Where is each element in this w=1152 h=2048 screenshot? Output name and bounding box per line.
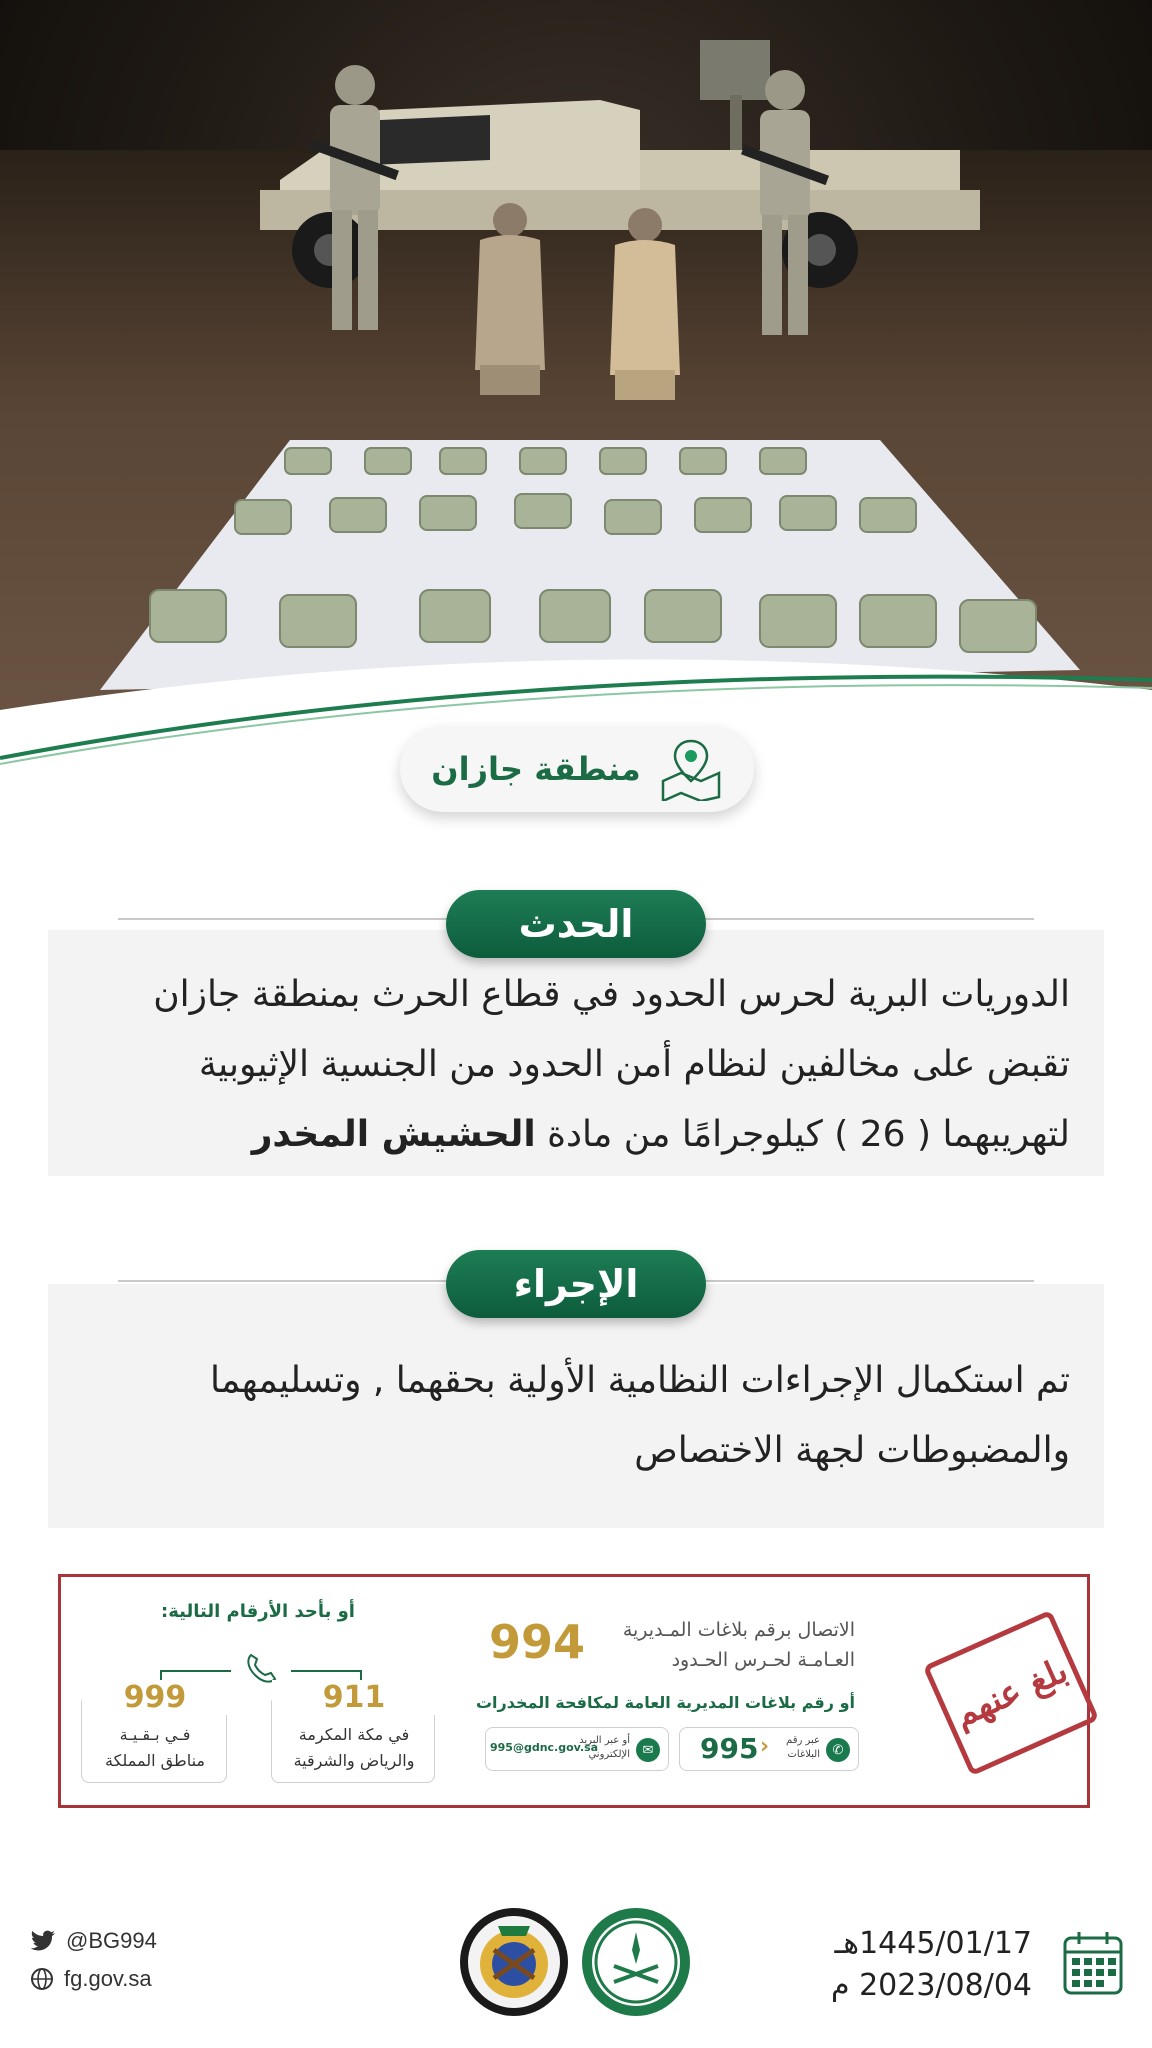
via-number-label: عبر رقم البلاغات <box>786 1735 820 1760</box>
number-999: 999 <box>82 1680 228 1715</box>
detainee-1 <box>460 200 560 400</box>
action-line-2: والمضبوطات لجهة الاختصاص <box>634 1430 1070 1471</box>
event-line-3-prefix: لتهريبهما ( 26 ) كيلوجرامًا من مادة <box>547 1114 1070 1155</box>
number-911: 911 <box>272 1680 436 1715</box>
interior-ministry-emblem <box>580 1906 692 2018</box>
number-999-box[interactable] <box>81 1680 227 1783</box>
action-text <box>70 1346 1070 1486</box>
hero-photo <box>0 0 1152 740</box>
label-911-line-2: والرياض والشرقية <box>293 1751 415 1770</box>
call-line-2: العـامـة لحـرس الحـدود <box>671 1649 855 1671</box>
report-contact-box <box>58 1574 1090 1808</box>
email-box[interactable] <box>485 1727 669 1771</box>
event-text <box>70 960 1070 1170</box>
label-999-line-2: مناطق المملكة <box>105 1751 205 1770</box>
mail-icon: ✉ <box>636 1738 660 1762</box>
detainee-2 <box>595 205 695 405</box>
globe-icon <box>30 1967 54 1991</box>
drug-number-box[interactable] <box>679 1727 859 1771</box>
event-line-1: الدوريات البرية لحرس الحدود في قطاع الحرث بمنطقة جازان <box>153 974 1070 1015</box>
drug-number: 995 <box>700 1732 759 1765</box>
label-911 <box>272 1722 436 1774</box>
twitter-handle: @BG994 <box>66 1928 157 1953</box>
hijri-date: 1445/01/17هـ <box>834 1926 1032 1961</box>
event-line-3-highlight: الحشيش المخدر <box>251 1114 536 1155</box>
report-stamp: بلغ عنهم <box>923 1610 1100 1777</box>
soldier-right <box>730 65 840 345</box>
email-address[interactable]: 995@gdnc.gov.sa <box>490 1741 599 1754</box>
call-line-1: الاتصال برقم بلاغات المـديرية <box>622 1619 855 1641</box>
via-email-label: أو عبر البريد الإلكتروني <box>579 1735 630 1760</box>
website-url: fg.gov.sa <box>64 1966 152 1991</box>
region-pill <box>400 726 754 812</box>
twitter-link[interactable] <box>30 1928 157 1954</box>
drug-directorate-line: أو رقم بلاغات المديرية العامة لمكافحة المخدرات <box>475 1693 855 1712</box>
event-line-2: تقبض على مخالفين لنظام أمن الحدود من الجنسية الإثيوبية <box>198 1044 1070 1085</box>
phone-icon: ✆ <box>826 1738 850 1762</box>
label-999-line-1: فـي بـقـيـة <box>119 1725 191 1744</box>
map-pin-icon <box>659 737 723 801</box>
gregorian-date: 2023/08/04 م <box>830 1968 1032 2003</box>
soldier-left <box>300 60 410 340</box>
alt-numbers-heading: أو بأحد الأرقام التالية: <box>161 1601 355 1622</box>
number-911-box[interactable] <box>271 1680 435 1783</box>
calendar-icon <box>1062 1930 1124 1996</box>
region-label: منطقة جازان <box>431 750 641 788</box>
action-title-badge: الإجراء <box>446 1250 706 1318</box>
label-911-line-1: في مكة المكرمة <box>298 1725 410 1744</box>
event-title-badge: الحدث <box>446 890 706 958</box>
border-guard-emblem <box>458 1906 570 2018</box>
action-line-1: تم استكمال الإجراءات النظامية الأولية بحقهما , وتسليمهما <box>209 1360 1070 1401</box>
website-link[interactable] <box>30 1966 152 1992</box>
main-number[interactable]: 994 <box>489 1615 586 1669</box>
label-999 <box>82 1722 228 1774</box>
twitter-icon <box>30 1930 56 1952</box>
chevron-left-icon: ‹ <box>760 1734 770 1759</box>
call-text <box>623 1615 855 1675</box>
event-line-3 <box>70 1100 1070 1170</box>
